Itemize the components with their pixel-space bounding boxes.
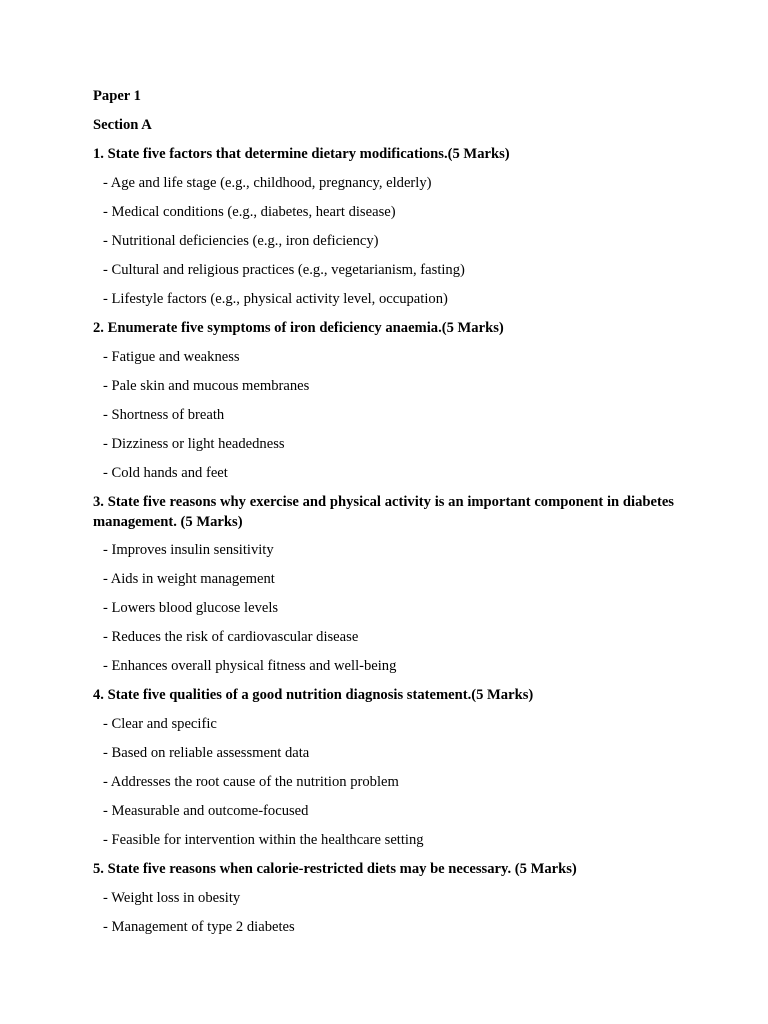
answer-item: - Lowers blood glucose levels [103, 600, 279, 616]
question-2-title: 2. Enumerate five symptoms of iron deficiency anaemia.(5 Marks) [93, 320, 504, 336]
answer-item: - Fatigue and weakness [103, 349, 240, 365]
answer-item: - Cold hands and feet [103, 465, 228, 481]
answer-item: - Feasible for intervention within the healthcare setting [103, 832, 424, 848]
answer-item: - Reduces the risk of cardiovascular disease [103, 629, 359, 645]
answer-item: - Dizziness or light headedness [103, 436, 285, 452]
answer-item: - Measurable and outcome-focused [103, 803, 309, 819]
section-title: Section A [93, 117, 152, 133]
answer-item: - Weight loss in obesity [103, 890, 241, 906]
answer-item: - Shortness of breath [103, 407, 225, 423]
answer-item: - Lifestyle factors (e.g., physical activity level, occupation) [103, 291, 448, 307]
question-1-title: 1. State five factors that determine dietary modifications.(5 Marks) [93, 146, 510, 162]
paper-title: Paper 1 [93, 88, 141, 104]
answer-item: - Improves insulin sensitivity [103, 542, 274, 558]
answer-item: - Nutritional deficiencies (e.g., iron deficiency) [103, 233, 379, 249]
answer-item: - Age and life stage (e.g., childhood, pregnancy, elderly) [103, 175, 432, 191]
answer-item: - Management of type 2 diabetes [103, 919, 295, 935]
answer-item: - Medical conditions (e.g., diabetes, heart disease) [103, 204, 396, 220]
answer-item: - Aids in weight management [103, 571, 275, 587]
answer-item: - Addresses the root cause of the nutrition problem [103, 774, 399, 790]
question-4-title: 4. State five qualities of a good nutrition diagnosis statement.(5 Marks) [93, 687, 534, 703]
answer-item: - Clear and specific [103, 716, 217, 732]
answer-item: - Enhances overall physical fitness and well-being [103, 658, 397, 674]
answer-item: - Pale skin and mucous membranes [103, 378, 310, 394]
question-3-title: 3. State five reasons why exercise and physical activity is an important component in diabetes management. (5 Marks) [93, 494, 674, 530]
answer-item: - Based on reliable assessment data [103, 745, 310, 761]
answer-item: - Cultural and religious practices (e.g., vegetarianism, fasting) [103, 262, 465, 278]
question-5-title: 5. State five reasons when calorie-restricted diets may be necessary. (5 Marks) [93, 861, 577, 877]
